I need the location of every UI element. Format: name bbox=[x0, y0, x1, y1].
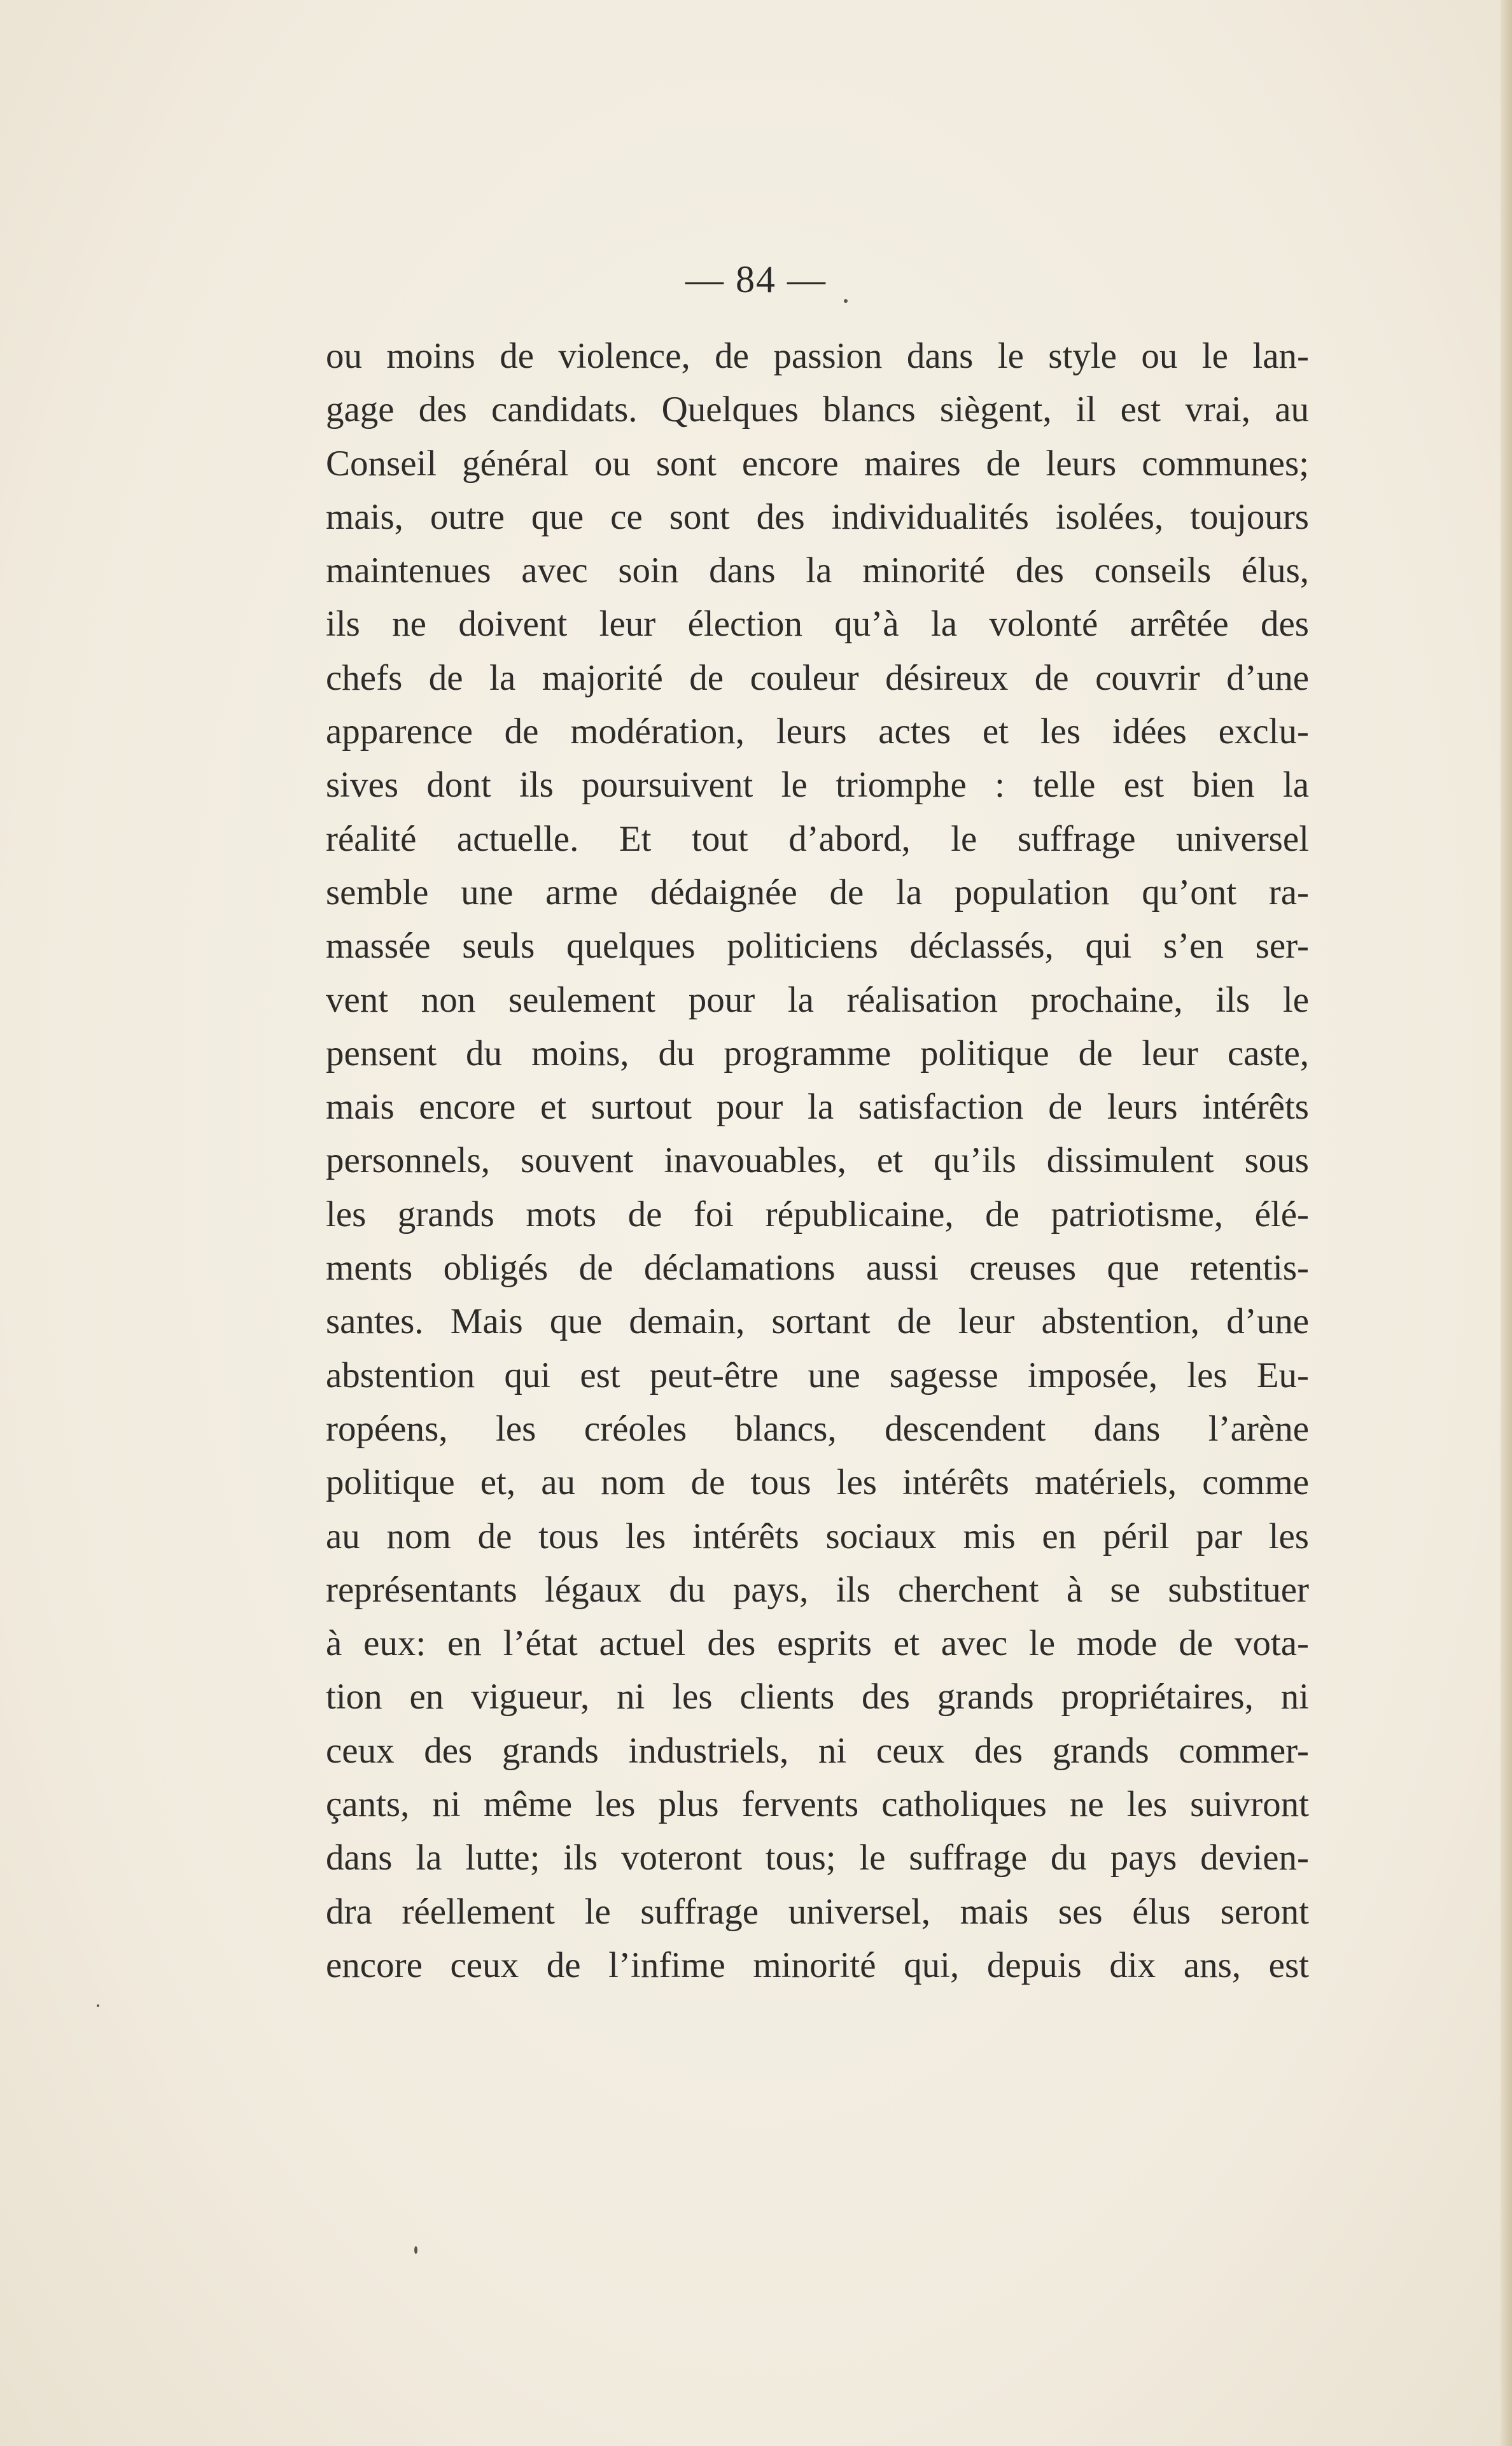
text-line: Conseil général ou sont encore maires de leurs communes; bbox=[326, 443, 1309, 484]
text-line: semble une arme dédaignée de la population qu’ont ra- bbox=[326, 872, 1309, 912]
text-line: abstention qui est peut-être une sagesse imposée, les Eu- bbox=[326, 1355, 1309, 1395]
text-line: mais encore et surtout pour la satisfaction de leurs intérêts bbox=[326, 1087, 1309, 1128]
text-line: tion en vigueur, ni les clients des grands propriétaires, ni bbox=[326, 1677, 1309, 1717]
text-line: politique et, au nom de tous les intérêts matériels, comme bbox=[326, 1462, 1309, 1503]
text-line: à eux: en l’état actuel des esprits et avec le mode de vota- bbox=[326, 1623, 1309, 1664]
text-line: dra réellement le suffrage universel, mais ses élus seront bbox=[326, 1891, 1309, 1932]
text-line: dans la lutte; ils voteront tous; le suffrage du pays devien- bbox=[326, 1838, 1309, 1878]
body-text bbox=[326, 330, 1309, 1992]
page-edge-shadow bbox=[1501, 0, 1512, 2446]
text-line: vent non seulement pour la réalisation prochaine, ils le bbox=[326, 979, 1309, 1020]
text-line: réalité actuelle. Et tout d’abord, le suffrage universel bbox=[326, 818, 1309, 859]
text-line: ments obligés de déclamations aussi creuses que retentis- bbox=[326, 1248, 1309, 1289]
text-line: ils ne doivent leur élection qu’à la volonté arrêtée des bbox=[326, 604, 1309, 645]
text-line: maintenues avec soin dans la minorité des conseils élus, bbox=[326, 550, 1309, 591]
text-line: ceux des grands industriels, ni ceux des grands commer- bbox=[326, 1730, 1309, 1771]
text-line: ou moins de violence, de passion dans le style ou le lan- bbox=[326, 336, 1309, 376]
text-line: apparence de modération, leurs actes et les idées exclu- bbox=[326, 711, 1309, 752]
text-line: chefs de la majorité de couleur désireux de couvrir d’une bbox=[326, 657, 1309, 698]
page-number: — 84 — bbox=[685, 258, 827, 300]
paper-speck bbox=[844, 299, 848, 303]
paper-speck bbox=[414, 2246, 417, 2254]
text-line: pensent du moins, du programme politique de leur caste, bbox=[326, 1033, 1309, 1073]
text-line: encore ceux de l’infime minorité qui, depuis dix ans, est bbox=[326, 1945, 1309, 1985]
text-line: çants, ni même les plus fervents catholiques ne les suivront bbox=[326, 1784, 1309, 1825]
text-line: ropéens, les créoles blancs, descendent dans l’arène bbox=[326, 1408, 1309, 1449]
text-line: représentants légaux du pays, ils cherchent à se substituer bbox=[326, 1569, 1309, 1610]
text-line: santes. Mais que demain, sortant de leur abstention, d’une bbox=[326, 1301, 1309, 1342]
text-line: personnels, souvent inavouables, et qu’ils dissimulent sous bbox=[326, 1140, 1309, 1181]
text-line: sives dont ils poursuivent le triomphe : telle est bien la bbox=[326, 765, 1309, 806]
text-line: massée seuls quelques politiciens déclassés, qui s’en ser- bbox=[326, 926, 1309, 967]
text-line: les grands mots de foi républicaine, de patriotisme, élé- bbox=[326, 1194, 1309, 1234]
paper-speck bbox=[97, 2004, 99, 2007]
text-line: gage des candidats. Quelques blancs siègent, il est vrai, au bbox=[326, 389, 1309, 430]
text-line: au nom de tous les intérêts sociaux mis en péril par les bbox=[326, 1516, 1309, 1556]
text-line: mais, outre que ce sont des individualités isolées, toujours bbox=[326, 496, 1309, 537]
